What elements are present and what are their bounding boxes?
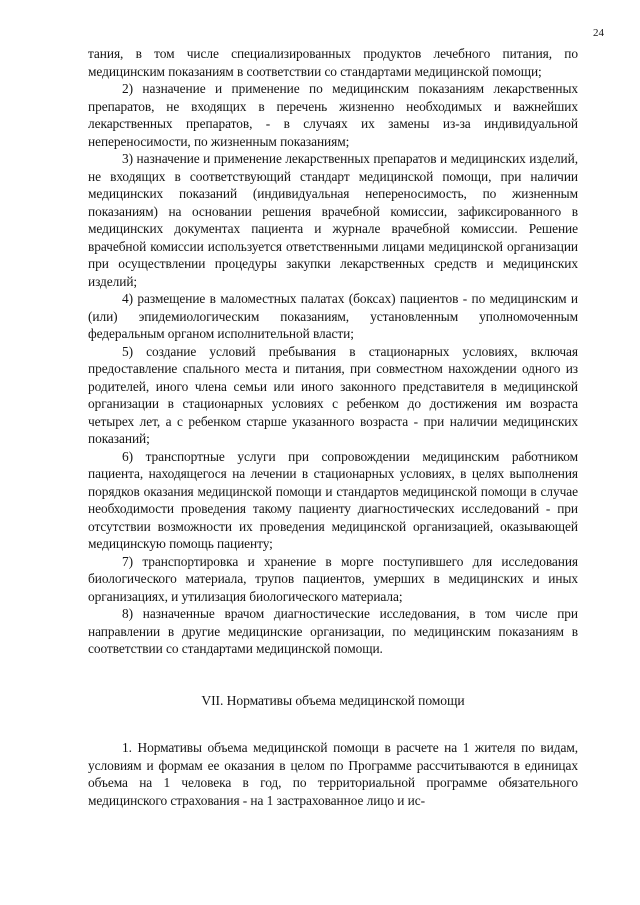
paragraph-item-6: 6) транспортные услуги при сопровождении медицинским работником пациента, находящегося на лечении в стационарных условиях, в целях выполнения порядков оказания медицинской помощи и стандартов медицинской помощи в случае необходимости проведения такому пациенту диагностических исследований - при отсутствии возможности их проведения медицинской организацией, оказывающей медицинскую помощь пациенту; xyxy=(88,448,578,551)
paragraph-continuation: тания, в том числе специализированных продуктов лечебного питания, по медицинским показаниям в соответствии со стандартами медицинской помощи; xyxy=(88,46,578,79)
paragraph-item-2: 2) назначение и применение по медицинским показаниям лекарственных препаратов, не входящих в перечень жизненно необходимых и важнейших лекарственных препаратов, - в случаях их замены из-за индивидуальной непереносимости, по жизненным показаниям; xyxy=(88,81,578,149)
paragraph-item-7: 7) транспортировка и хранение в морге поступившего для исследования биологического материала, трупов пациентов, умерших в медицинских и иных организациях, и утилизация биологического материала; xyxy=(88,553,578,604)
page-number: 24 xyxy=(593,27,604,39)
section-title: VII. Нормативы объема медицинской помощи xyxy=(201,692,465,708)
section-paragraph-1: 1. Нормативы объема медицинской помощи в расчете на 1 жителя по видам, условиям и формам ее оказания в целом по Программе рассчитываются в единицах объема на 1 человека в год, по территориальной программе обязательного медицинского страхования - на 1 застрахованное лицо и ис- xyxy=(88,740,578,808)
paragraph-item-3: 3) назначение и применение лекарственных препаратов и медицинских изделий, не входящих в соответствующий стандарт медицинской помощи, при наличии медицинских показаний (индивидуальная непереносимость, по жизненным показаниям) на основании решения врачебной комиссии, зафиксированного в медицинских документах пациента и журнале врачебной комиссии. Решение врачебной комиссии используется ответственными лицами медицинской организации при осуществлении процедуры закупки лекарственных средств и медицинских изделий; xyxy=(88,151,578,289)
paragraph-item-4: 4) размещение в маломестных палатах (боксах) пациентов - по медицинским и (или) эпидемиологическим показаниям, установленным уполномоченным федеральным органом исполнительной власти; xyxy=(88,291,578,341)
paragraph-item-5: 5) создание условий пребывания в стационарных условиях, включая предоставление спального места и питания, при совместном нахождении одного из родителей, иного члена семьи или иного законного представителя в медицинской организации в стационарных условиях с ребенком до достижения им возраста четырех лет, а с ребенком старше указанного возраста - при наличии медицинских показаний; xyxy=(88,343,578,446)
paragraph-item-8: 8) назначенные врачом диагностические исследования, в том числе при направлении в другие медицинские организации, по медицинским показаниям в соответствии со стандартами медицинской помощи. xyxy=(88,606,578,656)
document-body xyxy=(88,45,578,809)
